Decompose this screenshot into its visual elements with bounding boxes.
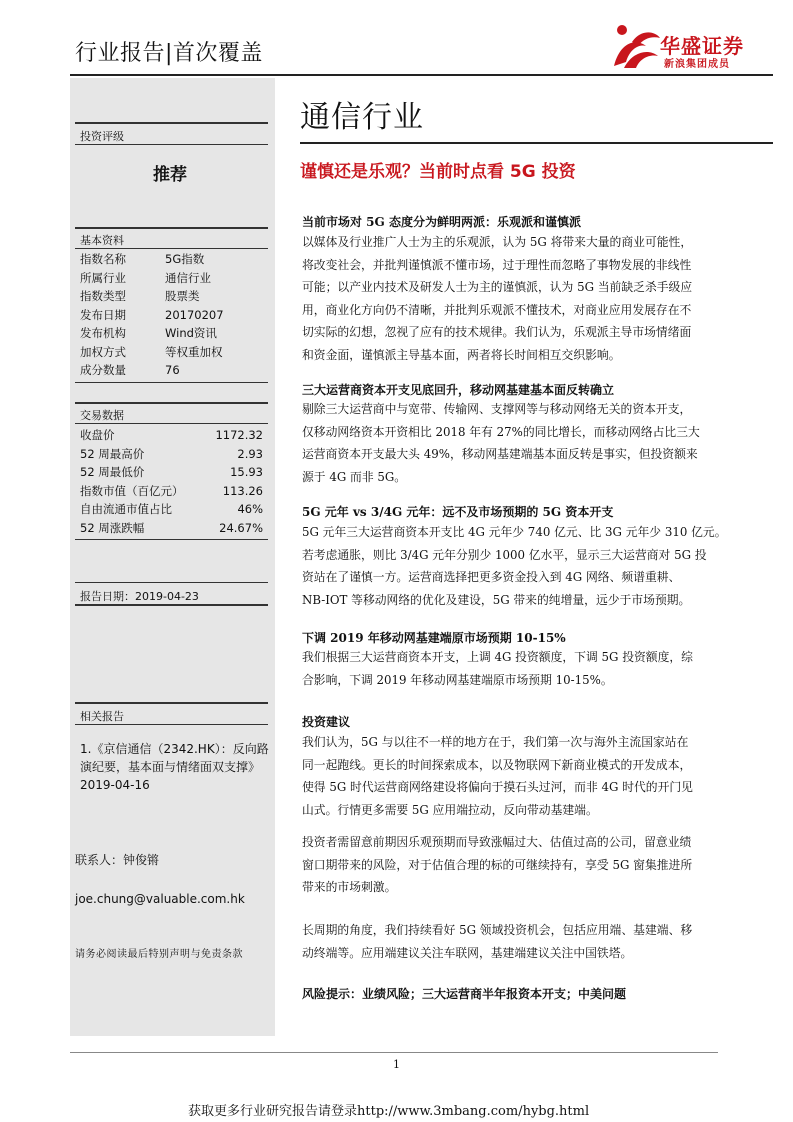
title-rule <box>300 142 773 144</box>
report-subtitle: 谨慎还是乐观？当前时点看 5G 投资 <box>300 162 576 182</box>
divider <box>75 144 268 145</box>
section-heading: 三大运营商资本开支见底回升，移动网基建基本面反转确立 <box>302 383 615 397</box>
section-paragraph: 长周期的角度，我们持续看好 5G 领域投资机会，包括应用端、基建端、移 动终端等。应用端建议关注车联网，基建端建议关注中国铁塔。 <box>302 923 693 960</box>
divider <box>75 248 268 249</box>
page-number: 1 <box>393 1058 400 1071</box>
trade-data-row: 52 周涨跌幅 24.67% <box>80 520 263 535</box>
section-heading: 当前市场对 5G 态度分为鲜明两派：乐观派和谨慎派 <box>302 215 581 229</box>
basic-info-label: 基本资料 <box>80 234 124 247</box>
divider <box>75 724 268 725</box>
trade-data-row: 52 周最高价 2.93 <box>80 446 263 461</box>
divider <box>75 122 268 124</box>
header-rule <box>70 74 773 76</box>
risk-warning: 风险提示：业绩风险；三大运营商半年报资本开支；中美问题 <box>302 987 627 1001</box>
disclaimer-note: 请务必阅读最后特别声明与免责条款 <box>75 949 243 960</box>
trade-data-row: 自由流通市值占比 46% <box>80 502 263 516</box>
divider <box>75 604 268 606</box>
company-logo-icon <box>610 22 662 72</box>
basic-info-row: 加权方式 等权重加权 <box>80 344 223 359</box>
logo-name: 华盛证券 <box>660 34 744 58</box>
divider <box>75 402 268 404</box>
section-paragraph: 投资者需留意前期因乐观预期而导致涨幅过大、估值过高的公司，留意业绩 窗口期带来的风险，对于估值合理的标的可继续持有，享受 5G 窗集推进所 带来的市场刺激。 <box>302 835 693 895</box>
divider <box>75 423 268 424</box>
section-paragraph: 5G 元年三大运营商资本开支比 4G 元年少 740 亿元、比 3G 元年少 310 亿元。 若考虑通胀，则比 3/4G 元年分别少 1000 亿水平，显示三大运营商对 5G 投 资站在了谨慎一方。运营商选择把更多资金投入到 4G 网络、频谱重耕、 NB-IOT 等移动网络的优化及建设，5G 带来的纯增量，远少于市场预期。 <box>302 525 727 607</box>
basic-info-row: 发布日期 20170207 <box>80 307 224 322</box>
basic-info-row: 指数类型 股票类 <box>80 289 200 303</box>
section-paragraph: 剔除三大运营商中与宽带、传输网、支撑网等与移动网络无关的资本开支， 仅移动网络资本开资相比 2018 年有 27%的同比增长，而移动网络占比三大 运营商资本开支最大头 49%，移动网基建端基本面反转是事实，但投资额来 源于 4G 而非 5G。 <box>302 402 700 484</box>
section-paragraph: 以媒体及行业推广人士为主的乐观派，认为 5G 将带来大量的商业可能性， 将改变社会，并批判谨慎派不懂市场，过于理性而忽略了事物发展的非线性 可能；以产业内技术及研发人士为主的谨慎派，认为 5G 当前缺乏杀手级应 用，商业化方向仍不清晰，并批判乐观派不懂技术，对商业应用发展存在不 切实际的幻想，忽视了应有的技术规律。我们认为，乐观派主导市场情绪面 和资金面，谨慎派主导基本面，两者将长时间相互交织影响。 <box>302 235 693 362</box>
section-heading: 投资建议 <box>302 715 351 729</box>
divider <box>75 227 268 229</box>
divider <box>75 582 268 583</box>
trade-data-row: 52 周最低价 15.93 <box>80 465 263 479</box>
report-date: 报告日期：2019-04-23 <box>80 590 199 603</box>
section-heading: 下调 2019 年移动网基建端原市场预期 10-15% <box>302 631 566 645</box>
footer-rule <box>70 1052 718 1053</box>
section-paragraph: 我们根据三大运营商资本开支，上调 4G 投资额度，下调 5G 投资额度，综 合影响，下调 2019 年移动网基建端原市场预期 10-15%。 <box>302 650 693 687</box>
related-reports-label: 相关报告 <box>80 710 124 723</box>
trade-data-label: 交易数据 <box>80 409 124 422</box>
section-heading: 5G 元年 vs 3/4G 元年：远不及市场预期的 5G 资本开支 <box>302 505 614 519</box>
related-report-item[interactable]: 1.《京信通信（2342.HK）：反向路 演纪要，基本面与情绪面双支撑》 2019-04-16 <box>80 742 269 792</box>
divider <box>75 539 268 540</box>
basic-info-row: 指数名称 5G指数 <box>80 252 205 266</box>
basic-info-row: 成分数量 76 <box>80 363 180 377</box>
logo-subtitle: 新浪集团成员 <box>664 59 730 70</box>
divider <box>75 702 268 704</box>
contact-person: 联系人：钟俊锵 <box>75 853 160 867</box>
section-paragraph: 我们认为，5G 与以往不一样的地方在于，我们第一次与海外主流国家站在 同一起跑线。更长的时间探索成本，以及物联网下新商业模式的开发成本， 使得 5G 时代运营商网络建设将偏向于摸石头过河，而非 4G 时代的开门见 山式。行情更多需要 5G 应用端拉动，反向带动基建端。 <box>302 735 693 817</box>
trade-data-row: 指数市值（百亿元） 113.26 <box>80 483 263 498</box>
basic-info-row: 发布机构 Wind资讯 <box>80 326 217 340</box>
footer-download-link[interactable]: 获取更多行业研究报告请登录http://www.3mbang.com/hybg.html <box>188 1104 590 1119</box>
rating-label: 投资评级 <box>80 130 124 143</box>
divider <box>75 382 268 383</box>
report-type-title: 行业报告|首次覆盖 <box>75 41 263 66</box>
trade-data-row: 收盘价 1172.32 <box>80 428 263 442</box>
contact-email[interactable]: joe.chung@valuable.com.hk <box>75 892 245 906</box>
industry-title: 通信行业 <box>300 100 424 135</box>
rating-value: 推荐 <box>153 165 187 185</box>
basic-info-row: 所属行业 通信行业 <box>80 270 211 285</box>
